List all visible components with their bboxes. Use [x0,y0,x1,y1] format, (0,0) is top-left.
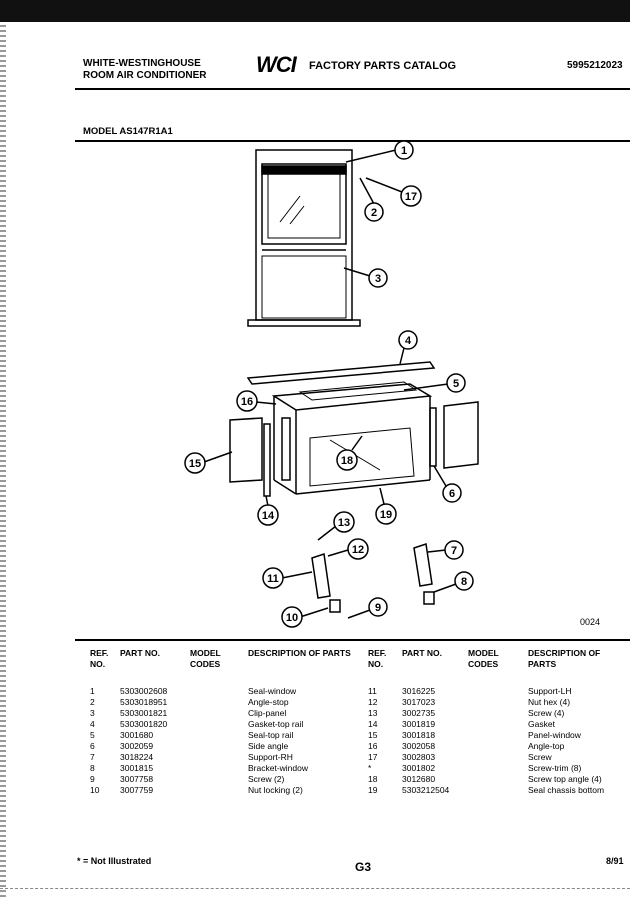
chassis-sleeve-drawing [274,382,430,494]
callout-13 [318,512,354,540]
parts-table-right [368,648,628,796]
right-rows [368,686,628,796]
table-row: 11 3016225 Support-LH [368,686,572,696]
svg-text:1: 1 [400,145,408,157]
svg-text:7: 7 [450,545,458,557]
callout-17 [366,178,421,206]
support-lh-drawing [312,554,330,598]
drawing-code: 0024 [580,617,601,627]
bottom-edge [0,888,630,889]
svg-text:14: 14 [261,510,275,522]
support-rh-drawing [414,544,432,586]
table-row: 17 3002803 Screw [368,752,552,762]
svg-text:9: 9 [374,602,382,614]
svg-text:5: 5 [452,378,460,390]
table-row: 5 3001680 Seal-top rail [90,730,294,740]
callout-6 [434,466,461,502]
svg-text:12: 12 [351,544,365,556]
col-header-ref: REF. NO. [368,648,387,669]
gasket-top-rail-drawing [248,362,434,384]
svg-text:8: 8 [460,576,468,588]
table-row: 13 3002735 Screw (4) [368,708,565,718]
callout-19 [376,488,396,524]
callout-2 [360,178,383,221]
page-number: G3 [355,860,372,874]
print-date: 8/91 [606,856,624,866]
gasket-left-drawing [264,424,270,496]
col-header-desc: DESCRIPTION OF PARTS [528,648,601,669]
table-row: 12 3017023 Nut hex (4) [368,697,571,707]
table-row: 18 3012680 Screw top angle (4) [368,774,602,784]
catalog-title: FACTORY PARTS CATALOG [309,60,457,72]
col-header-codes: MODEL CODES [190,648,221,669]
table-row: 4 5303001820 Gasket-top rail [90,719,304,729]
panel-window-right-drawing [444,402,478,468]
side-angle-right-drawing [430,408,436,466]
col-header-part: PART NO. [120,648,160,658]
callout-7 [428,541,463,559]
table-row: 15 3001818 Panel-window [368,730,581,740]
model-label: MODEL AS147R1A1 [83,126,173,137]
callout-4 [399,331,417,364]
table-row: 8 3001815 Bracket-window [90,763,308,773]
callout-10 [282,607,328,627]
left-rows [90,686,360,796]
svg-text:15: 15 [188,458,202,470]
svg-text:4: 4 [404,335,412,347]
bracket-right-drawing [424,592,434,604]
callout-18 [337,436,362,470]
svg-text:13: 13 [337,517,351,529]
svg-text:11: 11 [267,573,279,585]
table-row: 1 5303002608 Seal-window [90,686,297,696]
callout-16 [237,391,276,411]
svg-text:2: 2 [370,207,378,219]
col-header-codes: MODEL CODES [468,648,499,669]
callout-15 [185,452,232,473]
table-row: 2 5303018951 Angle-stop [90,697,289,707]
wci-logo: WCI [256,52,296,77]
svg-text:19: 19 [379,509,393,521]
parts-table-left [90,648,360,796]
callout-11 [263,568,312,588]
svg-text:18: 18 [340,455,354,467]
catalog-number: 5995212023 [567,60,623,71]
callout-9 [348,598,387,618]
table-row: 14 3001819 Gasket [368,719,555,729]
callout-12 [328,539,368,559]
table-row: 19 5303212504 Seal chassis bottom [368,785,605,795]
bracket-left-drawing [330,600,340,612]
svg-text:6: 6 [448,488,456,500]
table-row: 10 3007759 Nut locking (2) [90,785,303,795]
table-row: 16 3002058 Angle-top [368,741,565,751]
angle-top-left-drawing [282,418,290,480]
table-row: * 3001802 Screw-trim (8) [368,763,582,773]
callout-1 [346,141,413,162]
table-row: 3 5303001821 Clip-panel [90,708,287,718]
panel-window-left-drawing [230,418,262,482]
col-header-desc: DESCRIPTION OF PARTS [248,648,351,658]
col-header-part: PART NO. [402,648,442,658]
callout-3 [344,268,387,287]
table-row: 7 3018224 Support-RH [90,752,293,762]
not-illustrated-note: * = Not Illustrated [77,856,152,866]
window-frame-drawing [248,150,360,326]
callout-8 [434,572,473,592]
table-row: 9 3007758 Screw (2) [90,774,285,784]
brand-line-1: WHITE-WESTINGHOUSE [83,58,201,69]
col-header-ref: REF. NO. [90,648,109,669]
callout-14 [258,496,278,525]
brand-line-2: ROOM AIR CONDITIONER [83,70,207,81]
svg-text:10: 10 [285,612,299,624]
table-top-rule [75,639,630,641]
svg-text:3: 3 [374,273,382,285]
callout-5 [404,374,465,392]
table-row: 6 3002059 Side angle [90,741,289,751]
svg-text:17: 17 [404,191,418,203]
svg-text:16: 16 [240,396,254,408]
